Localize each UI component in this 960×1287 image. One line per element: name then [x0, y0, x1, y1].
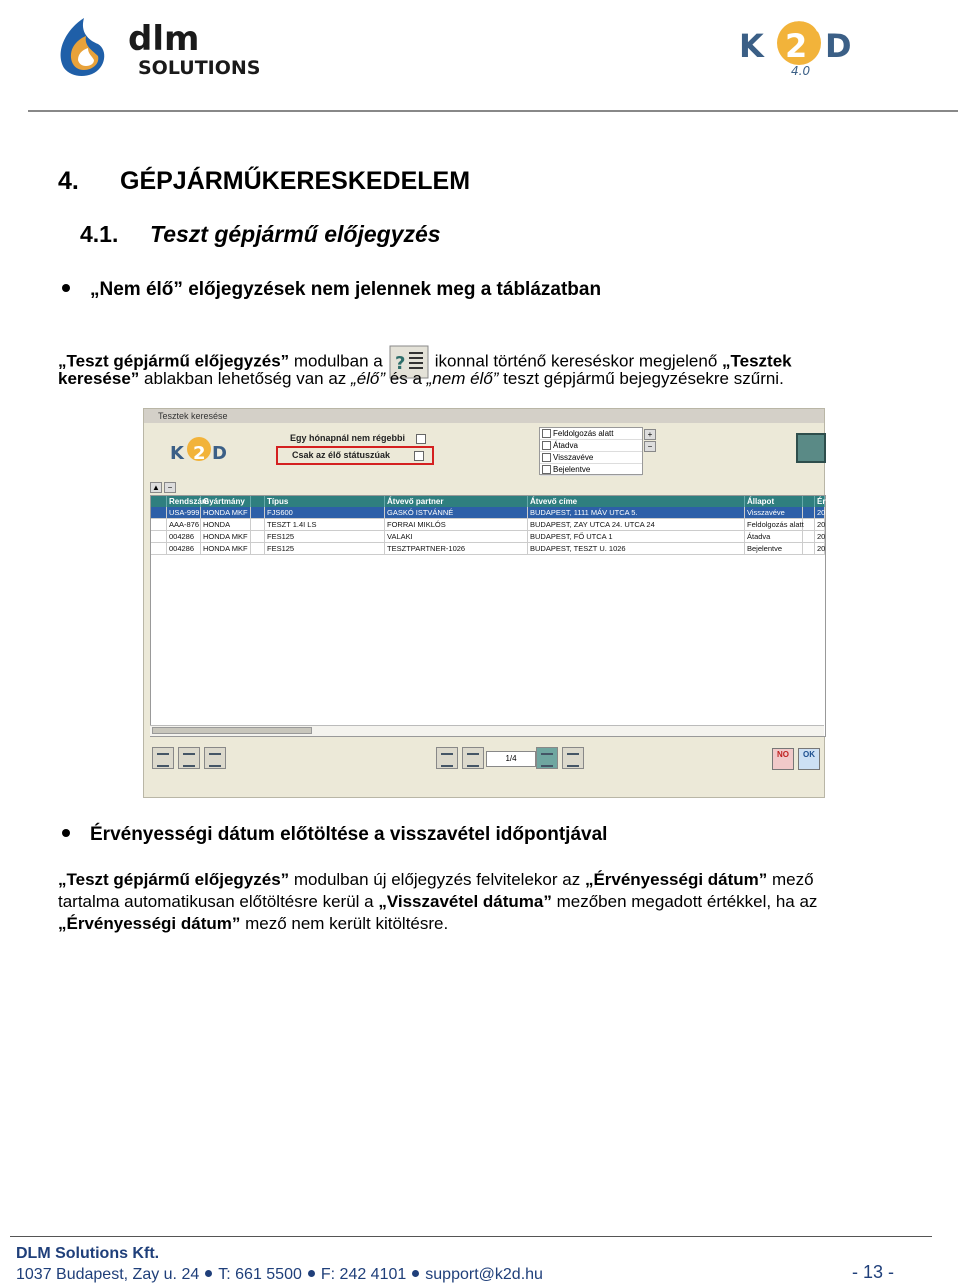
option-label: Egy hónapnál nem régebbi: [290, 433, 406, 443]
add-row-button[interactable]: ▲: [150, 482, 162, 493]
bold-text: „Visszavétel dátuma”: [378, 892, 552, 911]
list-view-button[interactable]: [178, 747, 200, 769]
bullet-text: „Nem élő” előjegyzések nem jelennek meg a táblázatban: [90, 279, 602, 300]
bullet-item: [62, 279, 601, 301]
svg-text:?: ?: [394, 353, 406, 374]
paragraph-line: [58, 891, 817, 913]
status-label: Bejelentve: [553, 465, 591, 474]
page-indicator: 1/4: [486, 751, 536, 767]
bullet-text: Érvényességi dátum előtöltése a visszavétel időpontjával: [90, 824, 608, 845]
checkbox[interactable]: [414, 451, 424, 461]
svg-text:D: D: [212, 443, 227, 464]
table-cell: FJS600: [265, 507, 385, 518]
table-cell: 20: [817, 508, 826, 517]
separator-dot: [412, 1270, 419, 1277]
subsection-title: Teszt gépjármű előjegyzés: [150, 221, 441, 247]
table-cell: [151, 519, 167, 530]
table-cell: FORRAI MIKLÓS: [385, 519, 528, 530]
separator-dot: [205, 1270, 212, 1277]
table-cell: USA-999: [169, 508, 200, 517]
k2d-window-logo: [168, 431, 230, 469]
grid-tools: [150, 477, 178, 495]
svg-text:K: K: [170, 443, 184, 464]
status-label: Átadva: [553, 441, 578, 450]
cancel-button[interactable]: NO: [772, 748, 794, 770]
table-cell: Bejelentve: [745, 543, 803, 554]
status-item[interactable]: [540, 440, 642, 452]
scroll-thumb[interactable]: [152, 727, 312, 734]
table-cell: Feldolgozás alatt: [747, 520, 804, 529]
page-number: - 13 -: [852, 1262, 895, 1282]
column-header: [251, 496, 265, 507]
footer-company: DLM Solutions Kft.: [16, 1245, 160, 1262]
subsection-heading: [80, 221, 441, 248]
table-cell: BUDAPEST, ZAY UTCA 24. UTCA 24: [528, 519, 745, 530]
italic-text: „élő”: [351, 369, 386, 388]
checkbox[interactable]: [542, 441, 551, 450]
table-cell: Átadva: [745, 531, 803, 542]
text: mező: [767, 870, 814, 889]
table-cell: BUDAPEST, TESZT U. 1026: [528, 543, 745, 554]
paragraph-line: [58, 869, 814, 891]
column-header[interactable]: Állapot: [745, 496, 803, 507]
text: tartalma automatikusan előtöltésre kerül a: [58, 892, 379, 911]
section-number: 4.: [58, 167, 79, 195]
table-cell: [151, 531, 167, 542]
table-cell: [803, 543, 815, 554]
table-cell: 004286: [167, 531, 201, 542]
footer-fax: F: 242 4101: [320, 1266, 407, 1283]
svg-text:dlm: dlm: [128, 19, 200, 59]
footer-email[interactable]: support@k2d.hu: [425, 1266, 543, 1283]
table-cell: [151, 543, 167, 554]
footer-phone: T: 661 5500: [218, 1266, 302, 1283]
column-header[interactable]: Gyártmány: [201, 496, 251, 507]
section-title: GÉPJÁRMŰKERESKEDELEM: [120, 167, 471, 195]
table-cell: 20: [817, 532, 826, 541]
text: mezőben megadott értékkel, ha az: [551, 892, 818, 911]
svg-text:D: D: [825, 27, 852, 65]
table-cell: [803, 507, 815, 518]
tesztek-keresese-window: [143, 408, 830, 798]
table-cell: 20: [817, 520, 826, 529]
section-heading: [58, 167, 470, 196]
table-cell: TESZTPARTNER-1026: [385, 543, 528, 554]
bold-text: „Tesztek: [722, 351, 792, 371]
minus-button[interactable]: −: [644, 441, 656, 452]
column-header[interactable]: Átvevő címe: [528, 496, 745, 507]
first-page-button[interactable]: [436, 747, 458, 769]
table-cell: [251, 531, 265, 542]
table-row[interactable]: [151, 531, 825, 543]
paragraph-line: [58, 368, 784, 390]
detail-view-button[interactable]: [204, 747, 226, 769]
last-page-button[interactable]: [562, 747, 584, 769]
column-header: [151, 496, 167, 507]
ok-button[interactable]: OK: [798, 748, 820, 770]
table-cell: TESZT 1.4I LS: [265, 519, 385, 530]
table-cell: [803, 531, 815, 542]
option-row[interactable]: [276, 431, 434, 446]
table-cell: 20: [817, 544, 826, 553]
option-row-highlighted[interactable]: [276, 446, 434, 465]
table-cell: FES125: [265, 543, 385, 554]
k2d-logo: [735, 5, 865, 80]
table-cell: BUDAPEST, FŐ UTCA 1: [528, 531, 745, 542]
column-header[interactable]: Érv: [817, 497, 830, 506]
text: teszt gépjármű bejegyzésekre szűrni.: [498, 369, 784, 388]
table-body: [151, 507, 825, 555]
text: ablakban lehetőség van az: [139, 369, 352, 388]
svg-text:SOLUTIONS: SOLUTIONS: [138, 57, 261, 79]
table-cell: FES125: [265, 531, 385, 542]
italic-text: „nem élő”: [426, 369, 499, 388]
text: ikonnal történő kereséskor megjelenő: [434, 351, 723, 371]
column-header[interactable]: Átvevő partner: [385, 496, 528, 507]
svg-text:2: 2: [193, 443, 206, 464]
text: és a: [385, 369, 427, 388]
text: modulban új előjegyzés felvitelekor az: [289, 870, 585, 889]
footer-contact: [16, 1266, 543, 1284]
svg-text:4.0: 4.0: [791, 64, 811, 78]
column-header: [803, 496, 815, 507]
status-item[interactable]: [540, 428, 642, 440]
text: modulban a: [289, 351, 383, 371]
table-cell: [251, 519, 265, 530]
bullet-item: [62, 824, 607, 846]
table-row[interactable]: [151, 507, 825, 519]
status-label: Visszavéve: [553, 453, 594, 462]
table-cell: HONDA: [201, 519, 251, 530]
table-cell: [251, 507, 265, 518]
dlm-solutions-logo: [58, 10, 298, 80]
bold-text: „Teszt gépjármű előjegyzés”: [58, 351, 290, 371]
checkbox[interactable]: [416, 434, 426, 444]
svg-text:K: K: [739, 27, 764, 65]
filter-options: [276, 431, 434, 465]
window-title: Tesztek keresése: [144, 409, 824, 423]
edit-icon[interactable]: [796, 433, 826, 463]
status-list: [539, 427, 643, 475]
table-cell: HONDA MKF: [201, 543, 251, 554]
table-cell: VALAKI: [385, 531, 528, 542]
table-cell: GASKÓ ISTVÁNNÉ: [385, 507, 528, 518]
table-cell: [151, 507, 167, 518]
bullet-dot: [62, 284, 70, 292]
plus-button[interactable]: +: [644, 429, 656, 440]
status-item[interactable]: [540, 464, 642, 476]
checkbox[interactable]: [542, 429, 551, 438]
paragraph-line: [58, 913, 448, 935]
bold-text: „Érvényességi dátum”: [58, 914, 241, 933]
table-cell: 004286: [167, 543, 201, 554]
table-cell: [251, 543, 265, 554]
column-header[interactable]: Típus: [265, 496, 385, 507]
footer-address: 1037 Budapest, Zay u. 24: [16, 1266, 200, 1283]
table-cell: HONDA MKF: [201, 507, 251, 518]
table-cell: HONDA MKF: [201, 531, 251, 542]
checkbox[interactable]: [542, 453, 551, 462]
header-divider: [28, 110, 958, 112]
remove-row-button[interactable]: −: [164, 482, 176, 493]
bullet-dot: [62, 829, 70, 837]
table-cell: Visszavéve: [745, 507, 803, 518]
bold-text: keresése”: [58, 369, 140, 388]
table-cell: BUDAPEST, 1111 MÁV UTCA 5.: [528, 507, 745, 518]
table-cell: [803, 519, 815, 530]
checkbox[interactable]: [542, 465, 551, 474]
table-header: [151, 496, 830, 507]
footer-divider: [10, 1236, 932, 1237]
table-row[interactable]: [151, 543, 825, 555]
prev-page-button[interactable]: [462, 747, 484, 769]
search-list-button[interactable]: [152, 747, 174, 769]
horizontal-scrollbar[interactable]: [150, 725, 824, 736]
next-page-button[interactable]: [536, 747, 558, 769]
status-label: Feldolgozás alatt: [553, 429, 614, 438]
column-header[interactable]: Rendszám: [169, 497, 210, 506]
svg-text:2: 2: [785, 27, 808, 65]
results-table: [150, 495, 830, 737]
text: mező nem került kitöltésre.: [240, 914, 449, 933]
table-row[interactable]: [151, 519, 825, 531]
status-item[interactable]: [540, 452, 642, 464]
bold-text: „Teszt gépjármű előjegyzés”: [58, 870, 290, 889]
option-label: Csak az élő státuszúak: [292, 450, 391, 460]
separator-dot: [308, 1270, 315, 1277]
bold-text: „Érvényességi dátum”: [584, 870, 768, 889]
subsection-number: 4.1.: [80, 221, 119, 247]
table-cell: AAA-876: [169, 520, 200, 529]
